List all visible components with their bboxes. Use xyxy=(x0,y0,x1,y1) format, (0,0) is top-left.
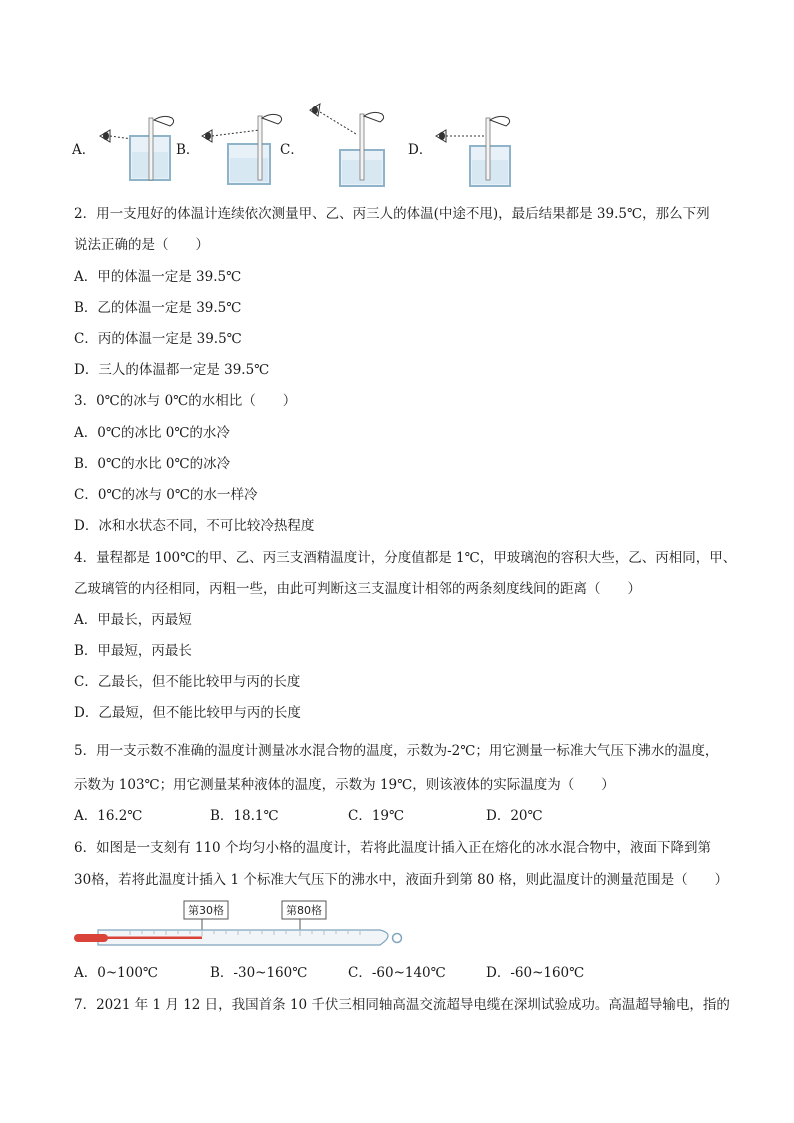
q1-figure-b xyxy=(198,110,284,192)
thermometer-liquid-column xyxy=(104,937,202,940)
q5-option-d: D．20℃ xyxy=(486,808,543,824)
q4-option-c: C．乙最长，但不能比较甲与丙的长度 xyxy=(74,674,301,690)
q2-option-a: A．甲的体温一定是 39.5℃ xyxy=(74,269,242,285)
q4-stem-line1: 4．量程都是 100℃的甲、乙、丙三支酒精温度计，分度值都是 1℃，甲玻璃泡的容积大些，乙、丙相同，甲、 xyxy=(74,550,737,566)
q4-option-b: B．甲最短，丙最长 xyxy=(74,643,192,659)
thermometer-ring xyxy=(393,934,402,943)
q2-stem-line2: 说法正确的是（ ） xyxy=(74,237,209,253)
q1-option-d-label: D． xyxy=(408,142,433,158)
q5-stem-line1: 5．用一支示数不准确的温度计测量冰水混合物的温度，示数为-2℃；用它测量一标准大气压下沸水的温度， xyxy=(74,743,719,759)
q5-option-b: B．18.1℃ xyxy=(210,808,279,824)
thermo-label-80: 第80格 xyxy=(286,904,322,917)
q1-option-c-label: C． xyxy=(280,142,304,158)
q1-figure-d xyxy=(432,112,518,192)
q3-option-d: D．冰和水状态不同，不可比较冷热程度 xyxy=(74,518,315,534)
q2-option-d: D．三人的体温都一定是 39.5℃ xyxy=(74,362,270,378)
q1-option-a-label: A． xyxy=(72,142,96,158)
q3-stem: 3．0℃的冰与 0℃的水相比（ ） xyxy=(74,393,297,409)
q4-option-a: A．甲最长，丙最短 xyxy=(74,612,192,628)
q1-figure-c xyxy=(304,100,394,192)
q1-option-b-label: B． xyxy=(176,142,200,158)
thermo-label-30: 第30格 xyxy=(188,904,224,917)
q6-option-d: D．-60~160℃ xyxy=(486,965,585,981)
q5-stem-line2: 示数为 103℃；用它测量某种液体的温度，示数为 19℃，则该液体的实际温度为（ ） xyxy=(74,777,615,793)
q1-figure-row xyxy=(0,100,794,195)
q5-option-a: A．16.2℃ xyxy=(74,808,143,824)
q2-option-c: C．丙的体温一定是 39.5℃ xyxy=(74,331,242,347)
q2-stem-line1: 2．用一支甩好的体温计连续依次测量甲、乙、丙三人的体温(中途不甩)，最后结果都是 39.5℃，那么下列 xyxy=(74,206,710,222)
q7-stem-line1: 7．2021 年 1 月 12 日，我国首条 10 千伏三相同轴高温交流超导电缆在深圳试验成功。高温超导输电，指的 xyxy=(74,997,730,1013)
q6-option-c: C．-60~140℃ xyxy=(348,965,446,981)
q1-figure-a xyxy=(96,112,182,192)
q4-stem-line2: 乙玻璃管的内径相同，丙粗一些，由此可判断这三支温度计相邻的两条刻度线间的距离（ ） xyxy=(74,581,641,597)
q3-option-c: C．0℃的冰与 0℃的水一样冷 xyxy=(74,487,258,503)
q3-option-a: A．0℃的冰比 0℃的水冷 xyxy=(74,425,230,441)
q5-option-c: C．19℃ xyxy=(348,808,405,824)
q2-option-b: B．乙的体温一定是 39.5℃ xyxy=(74,300,242,316)
q4-option-d: D．乙最短，但不能比较甲与丙的长度 xyxy=(74,705,301,721)
q6-stem-line2: 30格，若将此温度计插入 1 个标准大气压下的沸水中，液面升到第 80 格，则此温度计的测量范围是（ ） xyxy=(74,872,729,888)
q6-option-b: B．-30~160℃ xyxy=(210,965,308,981)
q6-option-a: A．0~100℃ xyxy=(74,965,159,981)
q6-stem-line1: 6．如图是一支刻有 110 个均匀小格的温度计，若将此温度计插入正在熔化的冰水混合物中，液面下降到第 xyxy=(74,840,711,856)
thermometer-bulb xyxy=(74,934,108,942)
q3-option-b: B．0℃的水比 0℃的冰冷 xyxy=(74,456,231,472)
q6-thermometer-figure xyxy=(70,900,410,952)
